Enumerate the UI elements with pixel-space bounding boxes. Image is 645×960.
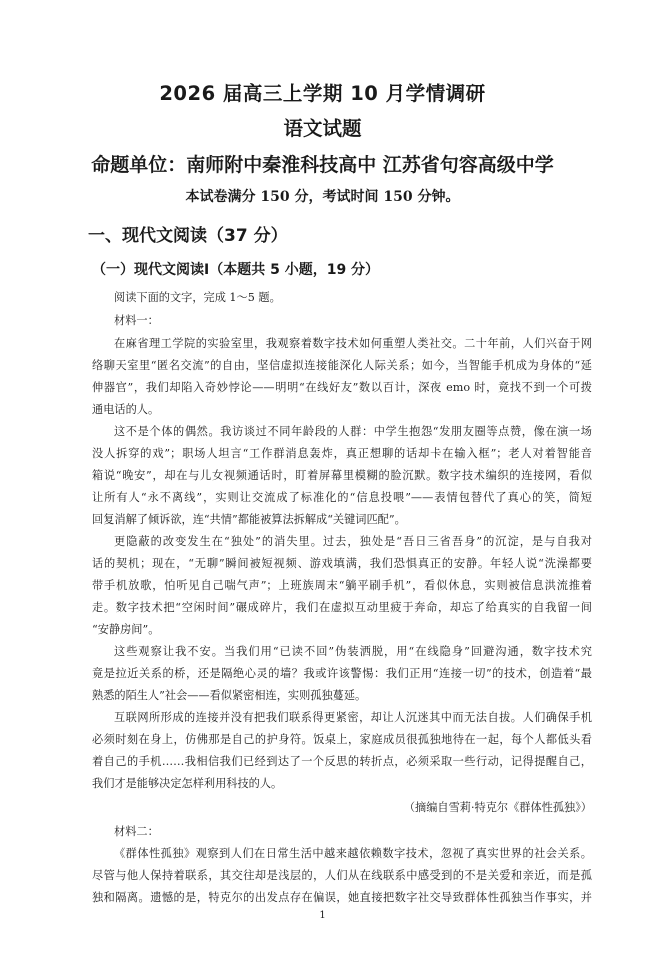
paragraph-line: 让所有人“永不离线”，实则让交流成了标准化的“信息投喂”——表情包替代了真心的笑，简短: [92, 491, 592, 504]
paragraph-line: 独和隔离。遗憾的是，特克尔的出发点存在偏误，她直接把数字社交导致群体性孤独当作事实，并: [92, 891, 592, 904]
paragraph-line: 着自己的手机……我相信我们已经到达了一个反思的转折点，必须采取一些行动，记得提醒自己，: [92, 755, 592, 768]
paragraph-line: 更隐蔽的改变发生在“独处”的消失里。过去，独处是“吾日三省吾身”的沉淀，是与自我对: [114, 535, 592, 548]
instruction-line: 阅读下面的文字，完成 1～5 题。: [114, 291, 281, 304]
paragraph-line: 我们才是能够决定怎样利用科技的人。: [92, 777, 283, 790]
source-citation: （摘编自雪莉·特克尔《群体性孤独》）: [403, 801, 592, 814]
paragraph-line: 尽管与他人保持着联系，其交往却是浅层的，人们从在线联系中感受到的不是关爱和亲近，而是孤: [92, 869, 592, 882]
paragraph-line: 话的契机；现在，“无聊”瞬间被短视频、游戏填满，我们恐惧真正的安静。年轻人说“洗澡都要: [92, 557, 592, 570]
paragraph-line: 在麻省理工学院的实验室里，我观察着数字技术如何重塑人类社交。二十年前，人们兴奋于网: [114, 337, 592, 350]
paragraph-line: 竟是拉近关系的桥，还是隔绝心灵的墙？我或许该警惕：我们正用“连接一切”的技术，创造着“最: [92, 667, 592, 680]
exam-info: 本试卷满分 150 分，考试时间 150 分钟。: [185, 189, 460, 205]
paragraph-line: 没人拆穿的戏”；职场人坦言“工作群消息轰炸，真正想聊的话却卡在输入框”；老人对着智能音: [92, 447, 592, 460]
paragraph-line: 箱说“晚安”，却在与儿女视频通话时，盯着屏幕里模糊的脸沉默。数字技术编织的连接网，看似: [92, 469, 592, 482]
subsection-heading: （一）现代文阅读Ⅰ（本题共 5 小题，19 分）: [92, 262, 380, 278]
paragraph-line: 通电话的人。: [92, 403, 160, 416]
paragraph-line: 互联网所形成的连接并没有把我们联系得更紧密，却让人沉迷其中而无法自拔。人们确保手机: [114, 711, 592, 724]
paragraph-line: 伸器官”，我们却陷入奇妙悖论——明明“在线好友”数以百计，深夜 emo 时，竟找不到一个可拨: [92, 381, 592, 394]
paragraph-line: 带手机放歌，怕听见自己喘气声”；上班族周末“躺平刷手机”，看似休息，实则被信息洪流推着: [92, 579, 592, 592]
paragraph-line: 回复消解了倾诉欲，连“共情”都能被算法拆解成“关键词匹配”。: [92, 513, 406, 526]
material1-label: 材料一：: [114, 314, 159, 327]
paragraph-line: 熟悉的陌生人”社会——看似紧密相连，实则孤独蔓延。: [92, 689, 367, 702]
paragraph-line: “安静房间”。: [92, 623, 160, 636]
material2-label: 材料二：: [114, 825, 159, 838]
paragraph-line: 这些观察让我不安。当我们用“已读不回”伪装洒脱，用“在线隐身”回避沟通，数字技术究: [114, 645, 592, 658]
paragraph-line: 走。数字技术把“空闲时间”碾成碎片，我们在虚拟互动里疲于奔命，却忘了给真实的自我留一间: [92, 601, 592, 614]
paragraph-line: 必须时刻在身上，仿佛那是自己的护身符。饭桌上，家庭成员很孤独地待在一起，每个人都低头看: [92, 733, 592, 746]
paragraph-line: 络聊天室里“匿名交流”的自由，坚信虚拟连接能深化人际关系；如今，当智能手机成为身体的“延: [92, 359, 592, 372]
section-heading: 一、现代文阅读（37 分）: [88, 226, 288, 246]
exam-subtitle: 语文试题: [283, 117, 362, 140]
page-number: 1: [319, 910, 326, 921]
paragraph-line: 这不是个体的偶然。我访谈过不同年龄段的人群：中学生抱怨“发朋友圈等点赞，像在演一场: [114, 425, 592, 438]
exam-title: 2026 届高三上学期 10 月学情调研: [159, 82, 486, 105]
exam-authors: 命题单位：南师附中秦淮科技高中 江苏省句容高级中学: [91, 154, 554, 176]
paragraph-line: 《群体性孤独》观察到人们在日常生活中越来越依赖数字技术，忽视了真实世界的社会关系。: [114, 847, 592, 860]
